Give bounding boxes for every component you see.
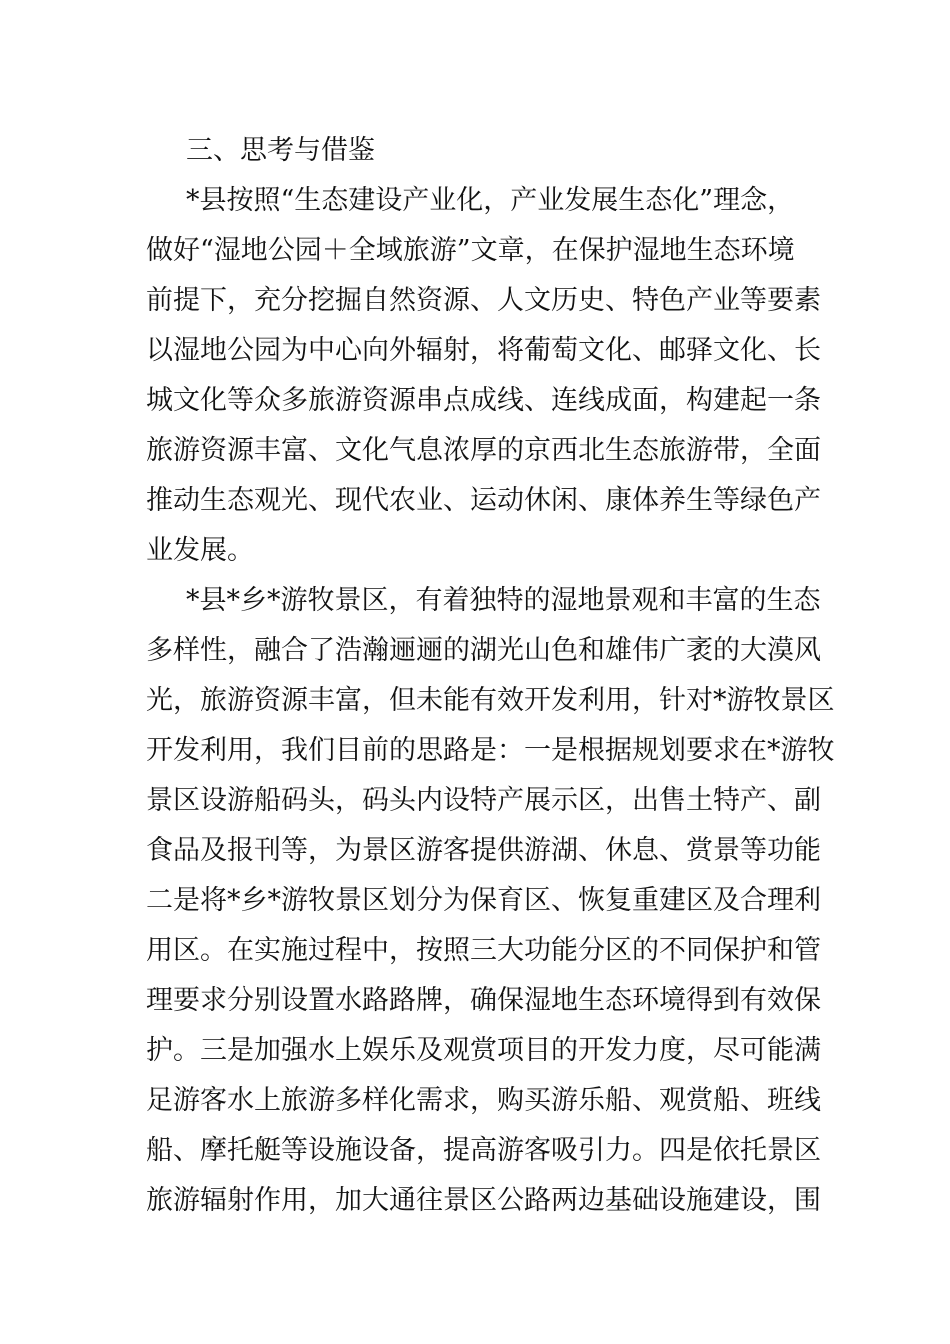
paragraph-line: 多样性，融合了浩瀚逦逦的湖光山色和雄伟广袤的大漠风 [146, 635, 821, 666]
paragraph-line: *县*乡*游牧景区，有着独特的湿地景观和丰富的生态 [186, 585, 821, 616]
paragraph-line: 用区。在实施过程中，按照三大功能分区的不同保护和管 [146, 935, 821, 966]
paragraph-line: 足游客水上旅游多样化需求，购买游乐船、观赏船、班线 [146, 1085, 821, 1116]
paragraph-line: 旅游辐射作用，加大通往景区公路两边基础设施建设，围 [146, 1185, 821, 1216]
paragraph-line: 旅游资源丰富、文化气息浓厚的京西北生态旅游带，全面 [146, 435, 821, 466]
paragraph-line: 光，旅游资源丰富，但未能有效开发利用，针对*游牧景区 [146, 685, 835, 716]
paragraph-line: 景区设游船码头，码头内设特产展示区，出售土特产、副 [146, 785, 821, 816]
paragraph-line: 护。三是加强水上娱乐及观赏项目的开发力度，尽可能满 [146, 1035, 821, 1066]
paragraph-line: *县按照“生态建设产业化，产业发展生态化”理念， [186, 185, 795, 216]
paragraph-line: 理要求分别设置水路路牌，确保湿地生态环境得到有效保 [146, 985, 821, 1016]
paragraph-line: 业发展。 [146, 535, 254, 566]
paragraph-line: 食品及报刊等，为景区游客提供游湖、休息、赏景等功能 [146, 835, 821, 866]
paragraph-line: 以湿地公园为中心向外辐射，将葡萄文化、邮驿文化、长 [146, 335, 821, 366]
paragraph-line: 船、摩托艇等设施设备，提高游客吸引力。四是依托景区 [146, 1135, 821, 1166]
section-heading: 三、思考与借鉴 [186, 135, 375, 166]
paragraph-line: 二是将*乡*游牧景区划分为保育区、恢复重建区及合理利 [146, 885, 821, 916]
paragraph-line: 开发利用，我们目前的思路是：一是根据规划要求在*游牧 [146, 735, 835, 766]
paragraph-line: 做好“湿地公园＋全域旅游”文章，在保护湿地生态环境 [146, 235, 795, 266]
paragraph-line: 城文化等众多旅游资源串点成线、连线成面，构建起一条 [146, 385, 821, 416]
paragraph-line: 推动生态观光、现代农业、运动休闲、康体养生等绿色产 [146, 485, 821, 516]
paragraph-line: 前提下，充分挖掘自然资源、人文历史、特色产业等要素 [146, 285, 821, 316]
